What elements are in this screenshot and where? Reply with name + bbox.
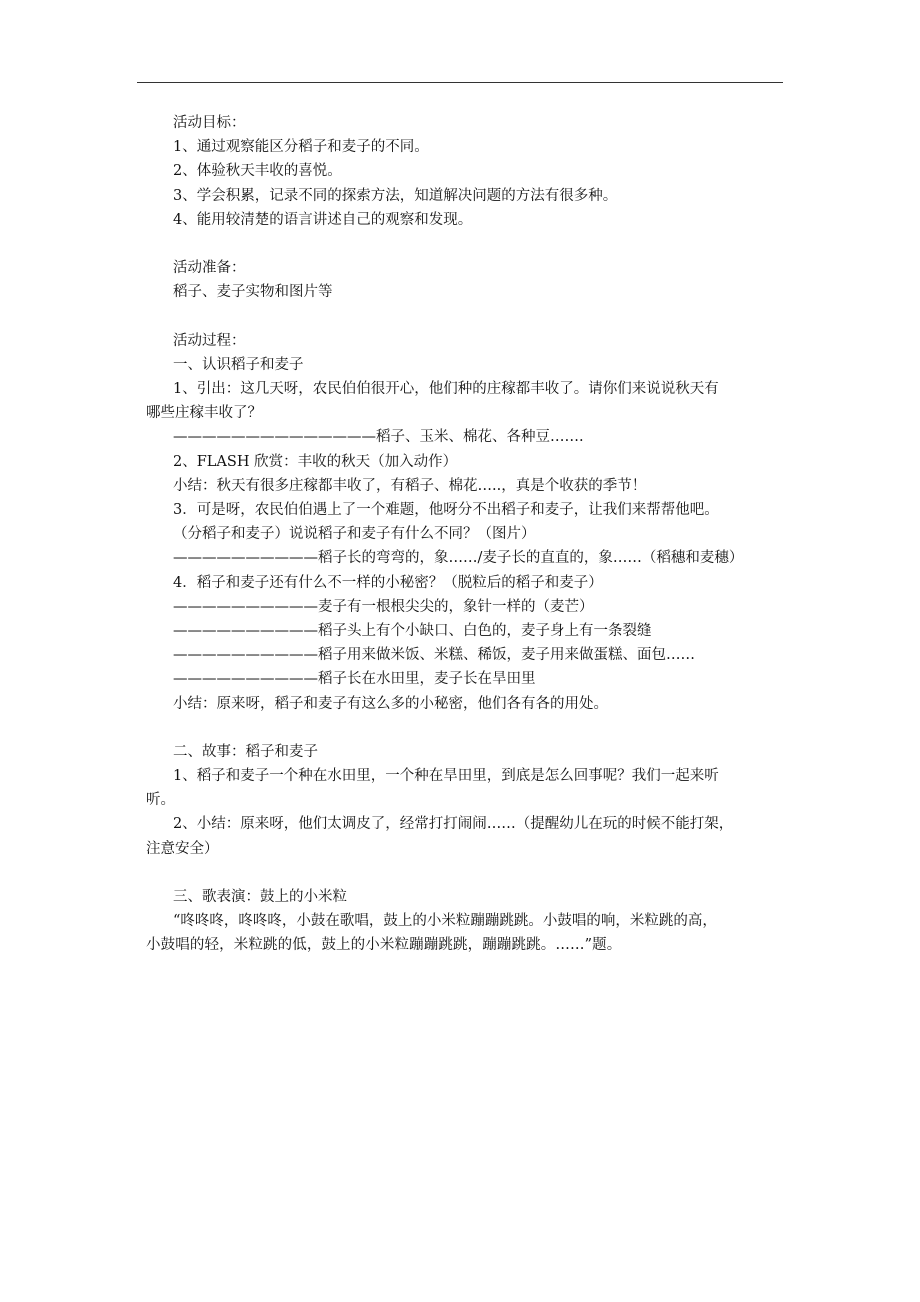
goal-item: 2、体验秋天丰收的喜悦。 xyxy=(173,163,342,180)
paragraph-line: 注意安全） xyxy=(146,840,219,857)
goal-item: 3、学会积累，记录不同的探索方法，知道解决问题的方法有很多种。 xyxy=(173,187,618,204)
paragraph-line: 1、引出：这几天呀，农民伯伯很开心，他们种的庄稼都丰收了。请你们来说说秋天有 xyxy=(173,381,719,398)
spacer xyxy=(0,232,920,256)
song-line: 小鼓唱的轻，米粒跳的低，鼓上的小米粒蹦蹦跳跳，蹦蹦跳跳。……”题。 xyxy=(146,937,622,954)
goals-heading: 活动目标： xyxy=(173,115,246,131)
process-heading: 活动过程： xyxy=(173,332,246,349)
answer-line: ——————————稻子长在水田里，麦子长在旱田里 xyxy=(173,671,536,688)
paragraph-line: 2、小结：原来呀，他们太调皮了，经常打打闹闹……（提醒幼儿在玩的时候不能打架， xyxy=(173,816,734,833)
header-rule xyxy=(137,82,783,83)
part1-title: 一、认识稻子和麦子 xyxy=(173,356,304,373)
answer-line: ——————————————稻子、玉米、棉花、各种豆……. xyxy=(173,429,584,446)
document-body xyxy=(0,111,920,958)
spacer xyxy=(0,305,920,329)
answer-line: ——————————稻子长的弯弯的，象……/麦子长的直直的，象……（稻穗和麦穗） xyxy=(173,550,744,567)
summary-line: 小结：秋天有很多庄稼都丰收了，有稻子、棉花…..，真是个收获的季节！ xyxy=(173,477,647,494)
song-line: “咚咚咚，咚咚咚，小鼓在歌唱，鼓上的小米粒蹦蹦跳跳。小鼓唱的响，米粒跳的高， xyxy=(173,913,717,930)
spacer xyxy=(0,861,920,885)
part2-title: 二、故事：稻子和麦子 xyxy=(173,743,318,760)
paragraph-line: 4．稻子和麦子还有什么不一样的小秘密？（脱粒后的稻子和麦子） xyxy=(173,574,603,591)
paragraph-line: （分稻子和麦子）说说稻子和麦子有什么不同？（图片） xyxy=(173,526,536,543)
answer-line: ——————————稻子头上有个小缺口、白色的，麦子身上有一条裂缝 xyxy=(173,622,652,639)
paragraph-line: 哪些庄稼丰收了？ xyxy=(146,405,262,422)
goal-item: 1、通过观察能区分稻子和麦子的不同。 xyxy=(173,139,429,156)
answer-line: ——————————稻子用来做米饭、米糕、稀饭，麦子用来做蛋糕、面包…… xyxy=(173,647,695,664)
paragraph-line: 3．可是呀，农民伯伯遇上了一个难题，他呀分不出稻子和麦子，让我们来帮帮他吧。 xyxy=(173,502,719,518)
goal-item: 4、能用较清楚的语言讲述自己的观察和发现。 xyxy=(173,211,473,228)
prep-text: 稻子、麦子实物和图片等 xyxy=(173,284,333,301)
paragraph-line: 1、稻子和麦子一个种在水田里，一个种在旱田里，到底是怎么回事呢？我们一起来听 xyxy=(173,768,719,785)
prep-heading: 活动准备： xyxy=(173,260,246,277)
summary-line: 小结：原来呀，稻子和麦子有这么多的小秘密，他们各有各的用处。 xyxy=(173,695,608,712)
paragraph-line: 2、FLASH 欣赏：丰收的秋天（加入动作） xyxy=(173,453,458,470)
paragraph-line: 听。 xyxy=(146,792,175,809)
answer-line: ——————————麦子有一根根尖尖的，象针一样的（麦芒） xyxy=(173,598,594,615)
part3-title: 三、歌表演：鼓上的小米粒 xyxy=(173,889,347,905)
spacer xyxy=(0,716,920,740)
